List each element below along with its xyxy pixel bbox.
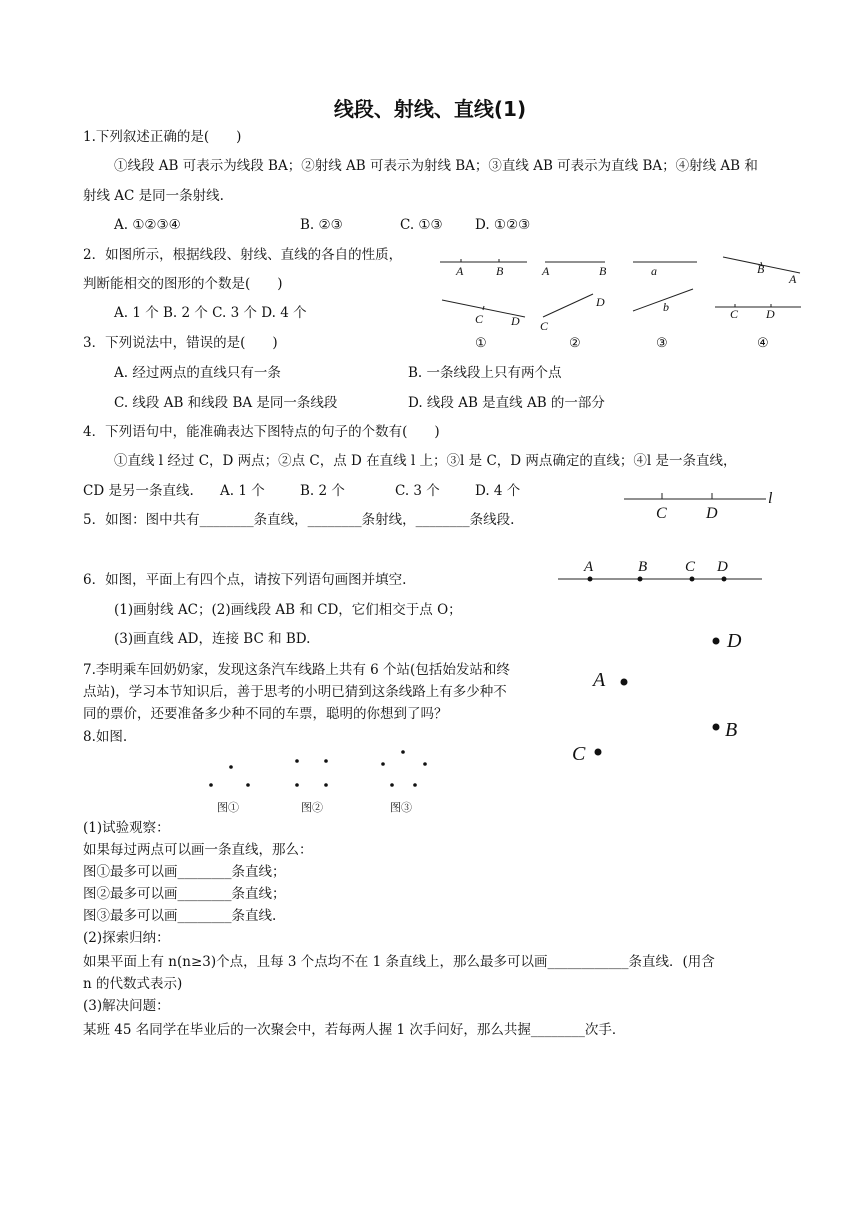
q8-section-1b: 图①最多可以画________条直线； <box>83 864 286 880</box>
q2-fig6-label-c: C <box>540 319 549 333</box>
q2-fig5-label-c: C <box>475 312 484 326</box>
q5-text: 5．如图：图中共有________条直线，________条射线，________条线段. <box>83 512 515 528</box>
q4-figure <box>618 485 778 525</box>
q7-line-2: 点站)，学习本节知识后，善于思考的小明已猜到这条线路上有多少种不 <box>83 684 507 700</box>
q3-option-c: C. 线段 AB 和线段 BA 是同一条线段 <box>114 395 338 411</box>
q6-point-c: C <box>572 743 586 765</box>
q6-point-a: A <box>593 669 606 691</box>
q4-option-c: C. 3 个 <box>395 483 440 499</box>
q8-section-1d: 图③最多可以画________条直线. <box>83 908 277 924</box>
q4-fig-label-d: D <box>706 505 718 522</box>
q8-section-2b: n 的代数式表示) <box>83 976 183 992</box>
q2-stem-1: 2．如图所示，根据线段、射线、直线的各自的性质， <box>83 247 403 263</box>
q2-fig-label-4: ④ <box>757 335 769 350</box>
q1-option-b: B. ②③ <box>300 217 343 233</box>
q1-body-2: 射线 AC 是同一条射线. <box>83 188 224 204</box>
q2-fig2-label-b: B <box>599 264 607 278</box>
q7-line-3: 同的票价，还要准备多少种不同的车票，聪明的你想到了吗？ <box>83 706 448 722</box>
q6-line-1: (1)画射线 AC；(2)画线段 AB 和 CD，它们相交于点 O； <box>114 602 462 618</box>
q3-stem: 3．下列说法中，错误的是( ) <box>83 335 278 351</box>
q6-line-figure <box>552 555 767 589</box>
q2-fig1-label-a: A <box>456 264 464 278</box>
q6-point-d: D <box>727 630 742 652</box>
q8-stem: 8.如图. <box>83 729 128 745</box>
q8-figure <box>195 745 445 817</box>
q2-fig5-label-d: D <box>511 314 520 328</box>
q6-point-b: B <box>725 719 738 741</box>
q4-option-a: A. 1 个 <box>220 483 265 499</box>
q6-line-2: (3)画直线 AD，连接 BC 和 BD. <box>114 631 311 647</box>
q2-figure <box>435 245 815 355</box>
page-title: 线段、射线、直线(1) <box>333 97 527 121</box>
q8-section-1a: 如果每过两点可以画一条直线，那么： <box>83 842 313 858</box>
q2-fig1-label-b: B <box>496 264 504 278</box>
q4-body-1: ①直线 l 经过 C，D 两点；②点 C，点 D 在直线 l 上；③l 是 C，D 两点确定的直线；④l 是一条直线， <box>114 453 737 469</box>
q3-option-a: A. 经过两点的直线只有一条 <box>114 365 281 381</box>
q8-fig-label-2: 图② <box>301 802 323 814</box>
q2-fig2-label-a: A <box>542 264 550 278</box>
q6-stem: 6．如图，平面上有四个点，请按下列语句画图并填空. <box>83 572 407 588</box>
q2-fig7-label-b: b <box>663 300 669 314</box>
q4-fig-label-l: l <box>768 490 773 507</box>
q8-section-3: (3)解决问题： <box>83 998 170 1014</box>
q6-line-label-a: A <box>584 559 594 575</box>
q8-section-2a: 如果平面上有 n(n≥3)个点，且每 3 个点均不在 1 条直线上，那么最多可以画____________条直线．(用含 <box>83 954 715 970</box>
q2-fig-label-1: ① <box>475 335 487 350</box>
q4-option-b: B. 2 个 <box>300 483 345 499</box>
q4-body-2: CD 是另一条直线. <box>83 483 194 499</box>
q8-fig-label-3: 图③ <box>390 802 412 814</box>
q4-option-d: D. 4 个 <box>475 483 521 499</box>
q8-section-1c: 图②最多可以画________条直线； <box>83 886 286 902</box>
q2-options: A. 1 个 B. 2 个 C. 3 个 D. 4 个 <box>114 305 307 321</box>
q1-option-c: C. ①③ <box>400 217 443 233</box>
q1-option-d: D. ①②③ <box>475 217 531 233</box>
q7-line-1: 7.李明乘车回奶奶家，发现这条汽车线路上共有 6 个站(包括始发站和终 <box>83 662 510 678</box>
q4-stem: 4．下列语句中，能准确表达下图特点的句子的个数有( ) <box>83 424 440 440</box>
q6-line-label-b: B <box>638 559 648 575</box>
q6-points-figure <box>560 620 760 775</box>
q2-fig4-label-a: A <box>789 272 797 286</box>
q4-fig-label-c: C <box>656 505 667 522</box>
q8-section-2: (2)探索归纳： <box>83 930 170 946</box>
q3-option-d: D. 线段 AB 是直线 AB 的一部分 <box>408 395 605 411</box>
q2-fig4-label-b: B <box>757 262 765 276</box>
q8-fig-label-1: 图① <box>217 802 239 814</box>
q6-line-label-d: D <box>717 559 728 575</box>
q6-line-label-c: C <box>685 559 696 575</box>
q1-option-a: A. ①②③④ <box>114 217 181 233</box>
q2-fig6-label-d: D <box>596 295 605 309</box>
q2-fig3-label-a: a <box>651 264 657 278</box>
q2-fig-label-2: ② <box>569 335 581 350</box>
q1-stem: 1.下列叙述正确的是( ) <box>83 129 242 145</box>
q3-option-b: B. 一条线段上只有两个点 <box>408 365 562 381</box>
q2-fig8-label-d: D <box>766 307 775 321</box>
q8-section-1: (1)试验观察： <box>83 820 170 836</box>
q2-fig8-label-c: C <box>730 307 739 321</box>
q2-stem-2: 判断能相交的图形的个数是( ) <box>83 276 283 292</box>
q2-fig-label-3: ③ <box>656 335 668 350</box>
q1-body-1: ①线段 AB 可表示为线段 BA；②射线 AB 可表示为射线 BA；③直线 AB 可表示为直线 BA；④射线 AB 和 <box>114 158 758 174</box>
q8-section-3a: 某班 45 名同学在毕业后的一次聚会中，若每两人握 1 次手问好，那么共握________次手． <box>83 1022 626 1038</box>
